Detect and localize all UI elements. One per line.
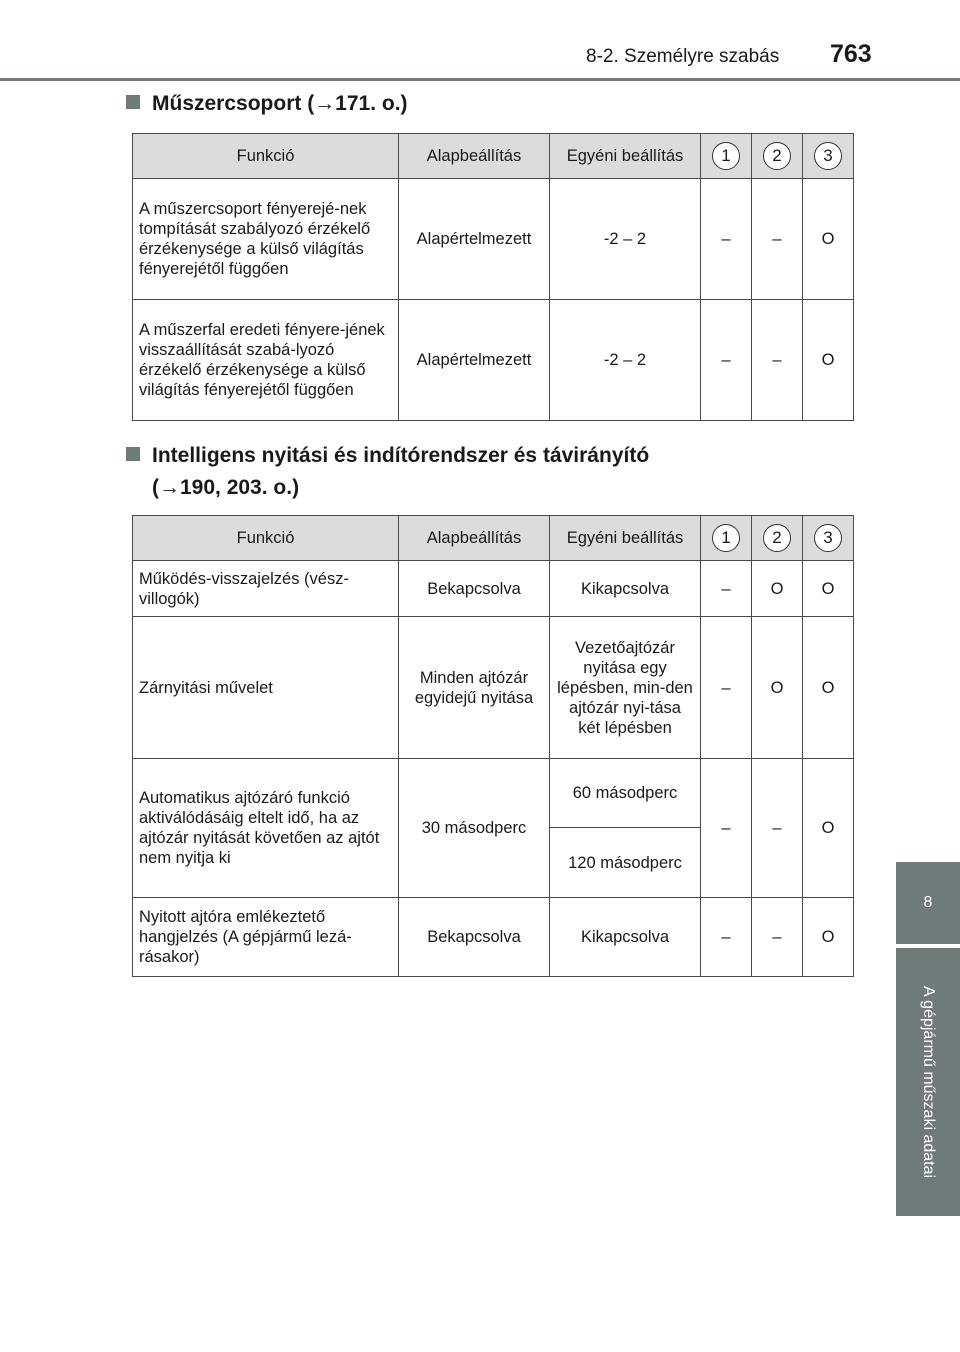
cell-function: A műszercsoport fényerejé-nek tompítását szabályozó érzékelő érzékenysége a külső világítás fényerejétől függően xyxy=(133,179,399,300)
cell-function: A műszerfal eredeti fényere-jének visszaállítását szabá-lyozó érzékelő érzékenysége a külső világítás fényerejétől függően xyxy=(133,300,399,421)
cell-custom-b: 120 másodperc xyxy=(550,828,701,898)
cell-c3: O xyxy=(803,617,854,759)
section1-title: Műszercsoport (→171. o.) xyxy=(152,92,408,115)
cell-custom: Vezetőajtózár nyitása egy lépésben, min-den ajtózár nyi-tása két lépésben xyxy=(550,617,701,759)
col-header-default: Alapbeállítás xyxy=(399,516,550,561)
section2-title-line2: (→190, 203. o.) xyxy=(152,476,300,499)
table-row xyxy=(133,561,854,617)
chapter-title: A gépjármű műszaki adatai xyxy=(920,985,938,1179)
col-header-custom: Egyéni beállítás xyxy=(550,134,701,179)
circle-1-icon: 1 xyxy=(712,524,740,552)
cell-function: Automatikus ajtózáró funkció aktiválódásáig eltelt idő, ha az ajtózár nyitását követően az ajtót nem nyitja ki xyxy=(133,759,399,898)
table-header-row xyxy=(133,134,854,179)
col-header-2 xyxy=(752,134,803,179)
cell-custom: -2 – 2 xyxy=(550,300,701,421)
section1-table xyxy=(132,133,854,421)
cell-c1: – xyxy=(701,759,752,898)
chapter-title-wrap xyxy=(896,948,960,1216)
section1-heading xyxy=(126,88,408,120)
section2-heading xyxy=(126,440,649,504)
col-header-1 xyxy=(701,134,752,179)
cell-c2: – xyxy=(752,898,803,977)
col-header-3 xyxy=(803,516,854,561)
table-row xyxy=(133,300,854,421)
cell-custom-a: 60 másodperc xyxy=(550,759,701,828)
col-header-function: Funkció xyxy=(133,134,399,179)
table-header-row xyxy=(133,516,854,561)
cell-c1: – xyxy=(701,179,752,300)
cell-function: Nyitott ajtóra emlékeztető hangjelzés (A gépjármű lezá-rásakor) xyxy=(133,898,399,977)
square-bullet-icon xyxy=(126,447,140,461)
col-header-custom: Egyéni beállítás xyxy=(550,516,701,561)
section2-title-line1: Intelligens nyitási és indítórendszer és távirányító xyxy=(152,444,650,467)
table-row xyxy=(133,617,854,759)
col-header-3 xyxy=(803,134,854,179)
cell-c1: – xyxy=(701,300,752,421)
cell-c2: – xyxy=(752,300,803,421)
cell-default: 30 másodperc xyxy=(399,759,550,898)
col-header-function: Funkció xyxy=(133,516,399,561)
page-number: 763 xyxy=(830,40,872,68)
header-rule xyxy=(0,78,960,81)
circle-1-icon: 1 xyxy=(712,142,740,170)
cell-c2: O xyxy=(752,617,803,759)
cell-function: Működés-visszajelzés (vész-villogók) xyxy=(133,561,399,617)
cell-c1: – xyxy=(701,898,752,977)
cell-default: Alapértelmezett xyxy=(399,179,550,300)
cell-c3: O xyxy=(803,300,854,421)
cell-c1: – xyxy=(701,617,752,759)
cell-function: Zárnyitási művelet xyxy=(133,617,399,759)
cell-custom: Kikapcsolva xyxy=(550,898,701,977)
cell-default: Minden ajtózár egyidejű nyitása xyxy=(399,617,550,759)
cell-c2: – xyxy=(752,759,803,898)
col-header-2 xyxy=(752,516,803,561)
cell-default: Alapértelmezett xyxy=(399,300,550,421)
cell-c3: O xyxy=(803,561,854,617)
cell-c3: O xyxy=(803,179,854,300)
chapter-number-tab xyxy=(896,862,960,944)
circle-2-icon: 2 xyxy=(763,142,791,170)
section-label: 8-2. Személyre szabás xyxy=(586,46,780,67)
cell-default: Bekapcsolva xyxy=(399,898,550,977)
col-header-1 xyxy=(701,516,752,561)
cell-custom: -2 – 2 xyxy=(550,179,701,300)
circle-2-icon: 2 xyxy=(763,524,791,552)
cell-custom: Kikapcsolva xyxy=(550,561,701,617)
table-row xyxy=(133,179,854,300)
cell-c3: O xyxy=(803,759,854,898)
cell-c1: – xyxy=(701,561,752,617)
circle-3-icon: 3 xyxy=(814,142,842,170)
section2-table xyxy=(132,515,854,977)
table-row xyxy=(133,898,854,977)
col-header-default: Alapbeállítás xyxy=(399,134,550,179)
table-row xyxy=(133,759,854,828)
cell-c2: – xyxy=(752,179,803,300)
chapter-number: 8 xyxy=(923,894,933,911)
cell-default: Bekapcsolva xyxy=(399,561,550,617)
cell-c2: O xyxy=(752,561,803,617)
circle-3-icon: 3 xyxy=(814,524,842,552)
square-bullet-icon xyxy=(126,95,140,109)
cell-c3: O xyxy=(803,898,854,977)
